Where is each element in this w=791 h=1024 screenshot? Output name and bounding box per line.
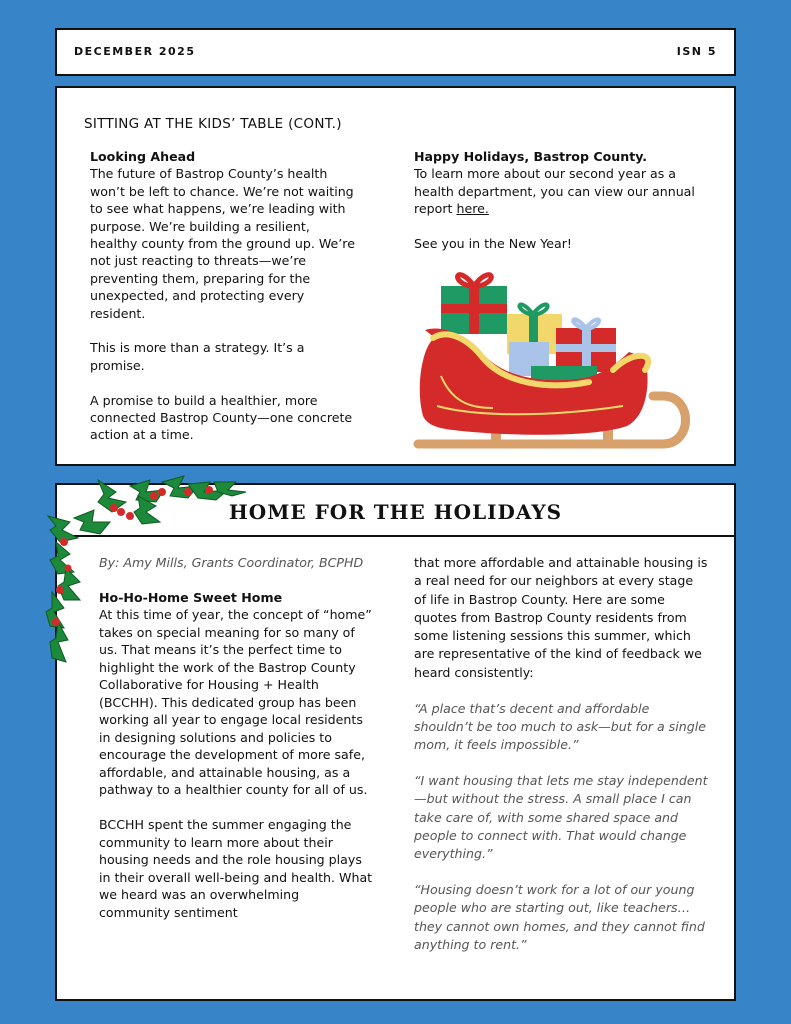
article-paragraph-1: At this time of year, the concept of “home” takes on special meaning for so many of us. That means it’s the perfect time to highlight the work of the Bastrop County Collaborative for Housing + Health (BCCHH). This dedicated group has been working all year to engage local residents in designing solutions and policies to encourage the development of more safe, affordable, and attainable housing, as a pathway to a healthier county for all of us. [99,607,372,798]
new-year-text: See you in the New Year! [414,236,572,252]
sleigh-with-gifts-icon [413,266,693,456]
happy-holidays-heading: Happy Holidays, Bastrop County. [414,149,648,164]
holly-icon [38,472,253,677]
banner-title: HOME FOR THE HOLIDAYS [57,485,734,537]
article-paragraph-2: BCCHH spent the summer engaging the community to learn more about their housing needs and the role housing plays in their overall well-being and health. What we heard was an overwhelming community sentiment [99,817,373,920]
resident-quote-1: “A place that’s decent and affordable shouldn’t be too much to ask—but for a single mom, it feels impossible.” [414,700,706,753]
looking-ahead-paragraph-2: This is more than a strategy. It’s a promise. [90,340,305,373]
header-bar [55,28,736,76]
byline: By: Amy Mills, Grants Coordinator, BCPHD [99,555,364,570]
issue-date: DECEMBER 2025 [74,45,196,58]
article-subheading: Ho-Ho-Home Sweet Home [99,590,283,605]
kids-table-panel [55,86,736,466]
looking-ahead-column [90,148,360,461]
looking-ahead-paragraph-3: A promise to build a healthier, more connected Bastrop County—one concrete action at a time. [90,392,353,443]
annual-report-paragraph [414,165,704,217]
article-right-column [414,554,709,972]
looking-ahead-heading: Looking Ahead [90,149,196,164]
happy-holidays-column [414,148,704,270]
resident-quote-3: “Housing doesn’t work for a lot of our young people who are starting out, like teachers… they cannot own homes, and they cannot find anything to rent.” [414,881,705,952]
article-paragraph-3: that more affordable and attainable housing is a real need for our neighbors at every stage of life in Bastrop County. Here are some quotes from Bastrop County residents from some listening sessions this summer, which are representative of the kind of feedback we heard consistently: [414,555,708,680]
issue-number: ISN 5 [676,45,717,58]
looking-ahead-paragraph-1: The future of Bastrop County’s health won’t be left to chance. We’re not waiting to see what happens, we’re leading with purpose. We’re building a resilient, healthy county from the ground up. We’re not just reacting to threats—we’re preventing them, preparing for the unexpected, and protecting every resident. [90,166,355,321]
section-title: SITTING AT THE KIDS’ TABLE (CONT.) [84,116,342,132]
resident-quote-2: “I want housing that lets me stay independent—but without the stress. A small place I can take care of, with some shared space and people to connect with. That would change everything.” [414,772,708,862]
annual-report-link[interactable]: here. [456,201,489,217]
annual-report-text: To learn more about our second year as a health department, you can view our annual report [414,166,695,217]
